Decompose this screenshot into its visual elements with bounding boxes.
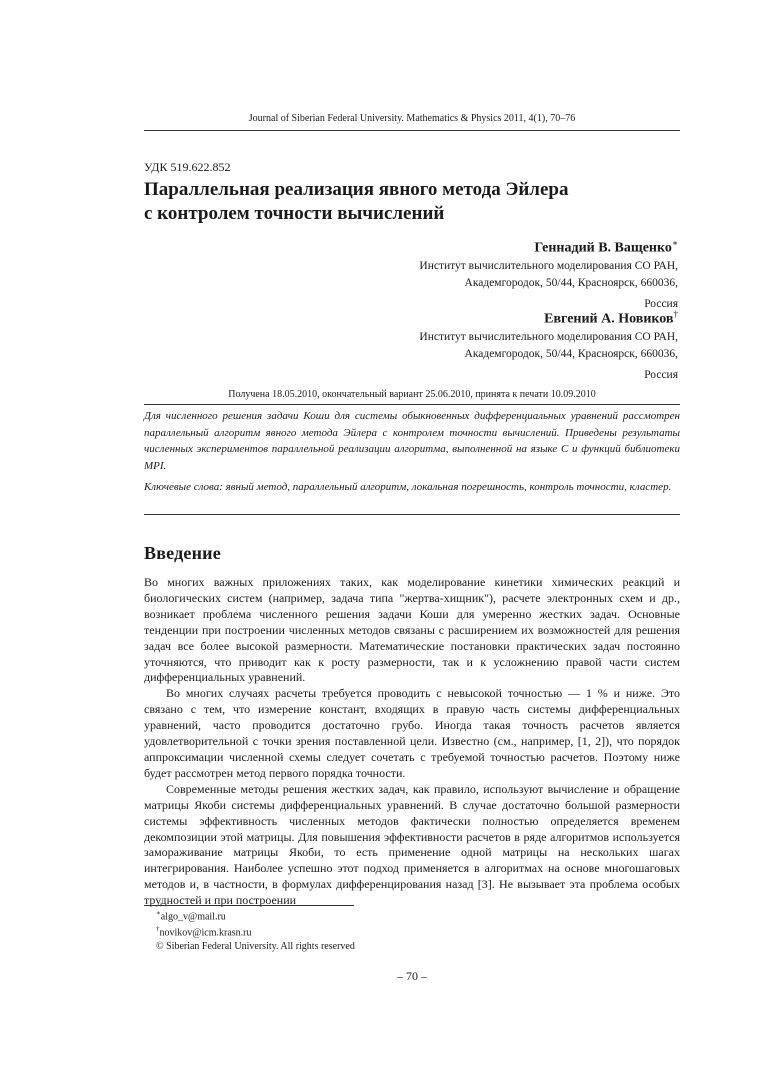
- abstract-text: Для численного решения задачи Коши для системы обыкновенных дифференциальных уравнений рассмотрен параллельный алгоритм явного метода Эйлера с контролем точности вычислений. Приведены результаты численных экспериментов параллельной реализации алгоритма, выполненной на языке C и функций библиотеки MPI.: [144, 410, 680, 472]
- author-1-affiliation-1: Институт вычислительного моделирования СО РАН,: [419, 259, 678, 272]
- paragraph-2: Во многих случаях расчеты требуется проводить с невысокой точностью — 1 % и ниже. Это связано с тем, что измерение констант, входящих в правую часть системы дифференциальных уравнений, часто проводится достаточно грубо. Иногда такая точность расчетов является удовлетворительной с точки зрения поставленной цели. Известно (см., например, [1, 2]), что порядок аппроксимации численной схемы следует сочетать с требуемой точностью расчетов. Поэтому ниже будет рассмотрен метод первого порядка точности.: [144, 686, 680, 780]
- footnote-2: [144, 923, 680, 939]
- author-2-affiliation-1: Институт вычислительного моделирования СО РАН,: [419, 330, 678, 343]
- header-rule: [144, 130, 680, 131]
- keywords: Ключевые слова: явный метод, параллельный алгоритм, локальная погрешность, контроль точности, кластер.: [144, 481, 672, 493]
- author-2-mark: †: [673, 309, 678, 319]
- paragraph-1: Во многих важных приложениях таких, как моделирование кинетики химических реакций и биологических систем (например, задача типа "жертва-хищник"), расчете электронных схем и др., возникает проблема численного решения задачи Коши для умеренно жестких задач. Основные тенденции при построении численных методов связаны с расширением их возможностей для решения задач все более высокой размерности. Математические постановки практических задач постоянно уточняются, что приводит как к росту размерности, так и к усложнению правой части систем дифференциальных уравнений.: [144, 575, 680, 685]
- section-title: Введение: [144, 543, 221, 563]
- author-2-affiliation-2: Академгородок, 50/44, Красноярск, 660036,: [464, 347, 678, 360]
- title-line-1: Параллельная реализация явного метода Эйлера: [144, 179, 569, 200]
- footnote-1-text: algo_v@mail.ru: [160, 911, 226, 923]
- article-title: [144, 178, 568, 226]
- footnote-1-mark: ∗: [156, 909, 161, 917]
- running-head: Journal of Siberian Federal University. Mathematics & Physics 2011, 4(1), 70–76: [248, 113, 576, 124]
- footnotes: [144, 907, 680, 953]
- author-2-country: Россия: [644, 368, 678, 381]
- footnote-rule: [144, 905, 354, 906]
- author-1: [144, 234, 678, 313]
- abstract-top-rule: [144, 404, 680, 405]
- abstract-bottom-rule: [144, 514, 680, 515]
- author-2: [144, 305, 678, 384]
- author-2-name-row: [144, 305, 678, 329]
- paper-page: [144, 0, 680, 1080]
- author-1-name: Геннадий В. Ващенко: [534, 240, 672, 256]
- title-line-2: с контролем точности вычислений: [144, 203, 445, 224]
- paragraph-3: Современные методы решения жестких задач, как правило, используют вычисление и обращение матрицы Якоби системы дифференциальных уравнений. В случае достаточно большой размерности системы эффективность численных методов фактически полностью определяется временем декомпозиции этой матрицы. Для повышения эффективности расчетов в ряде алгоритмов используется замораживание матрицы Якоби, то есть применение одной матрицы на нескольких шагах интегрирования. Наиболее успешно этот подход применяется в алгоритмах на основе многошаговых методов и, в частности, в формулах дифференцирования назад [3]. Не вызывает эта проблема особых трудностей и при построении: [144, 781, 680, 908]
- footnote-2-text: novikov@icm.krasn.ru: [159, 927, 252, 939]
- received-dates: Получена 18.05.2010, окончательный вариант 25.06.2010, принята к печати 10.09.2010: [228, 389, 596, 400]
- section-body: [144, 575, 680, 909]
- page-number: – 70 –: [397, 969, 427, 983]
- footnote-1: [144, 907, 680, 923]
- abstract: [144, 408, 680, 496]
- author-1-affiliation-2: Академгородок, 50/44, Красноярск, 660036,: [464, 276, 678, 289]
- copyright-notice: © Siberian Federal University. All rights reserved: [156, 940, 355, 952]
- author-1-mark: ∗: [671, 238, 678, 248]
- author-1-name-row: [144, 234, 678, 258]
- author-1-country: Россия: [644, 297, 678, 310]
- udk-code: УДК 519.622.852: [144, 160, 231, 174]
- author-2-name: Евгений А. Новиков: [544, 311, 674, 327]
- footnote-2-mark: †: [156, 925, 160, 934]
